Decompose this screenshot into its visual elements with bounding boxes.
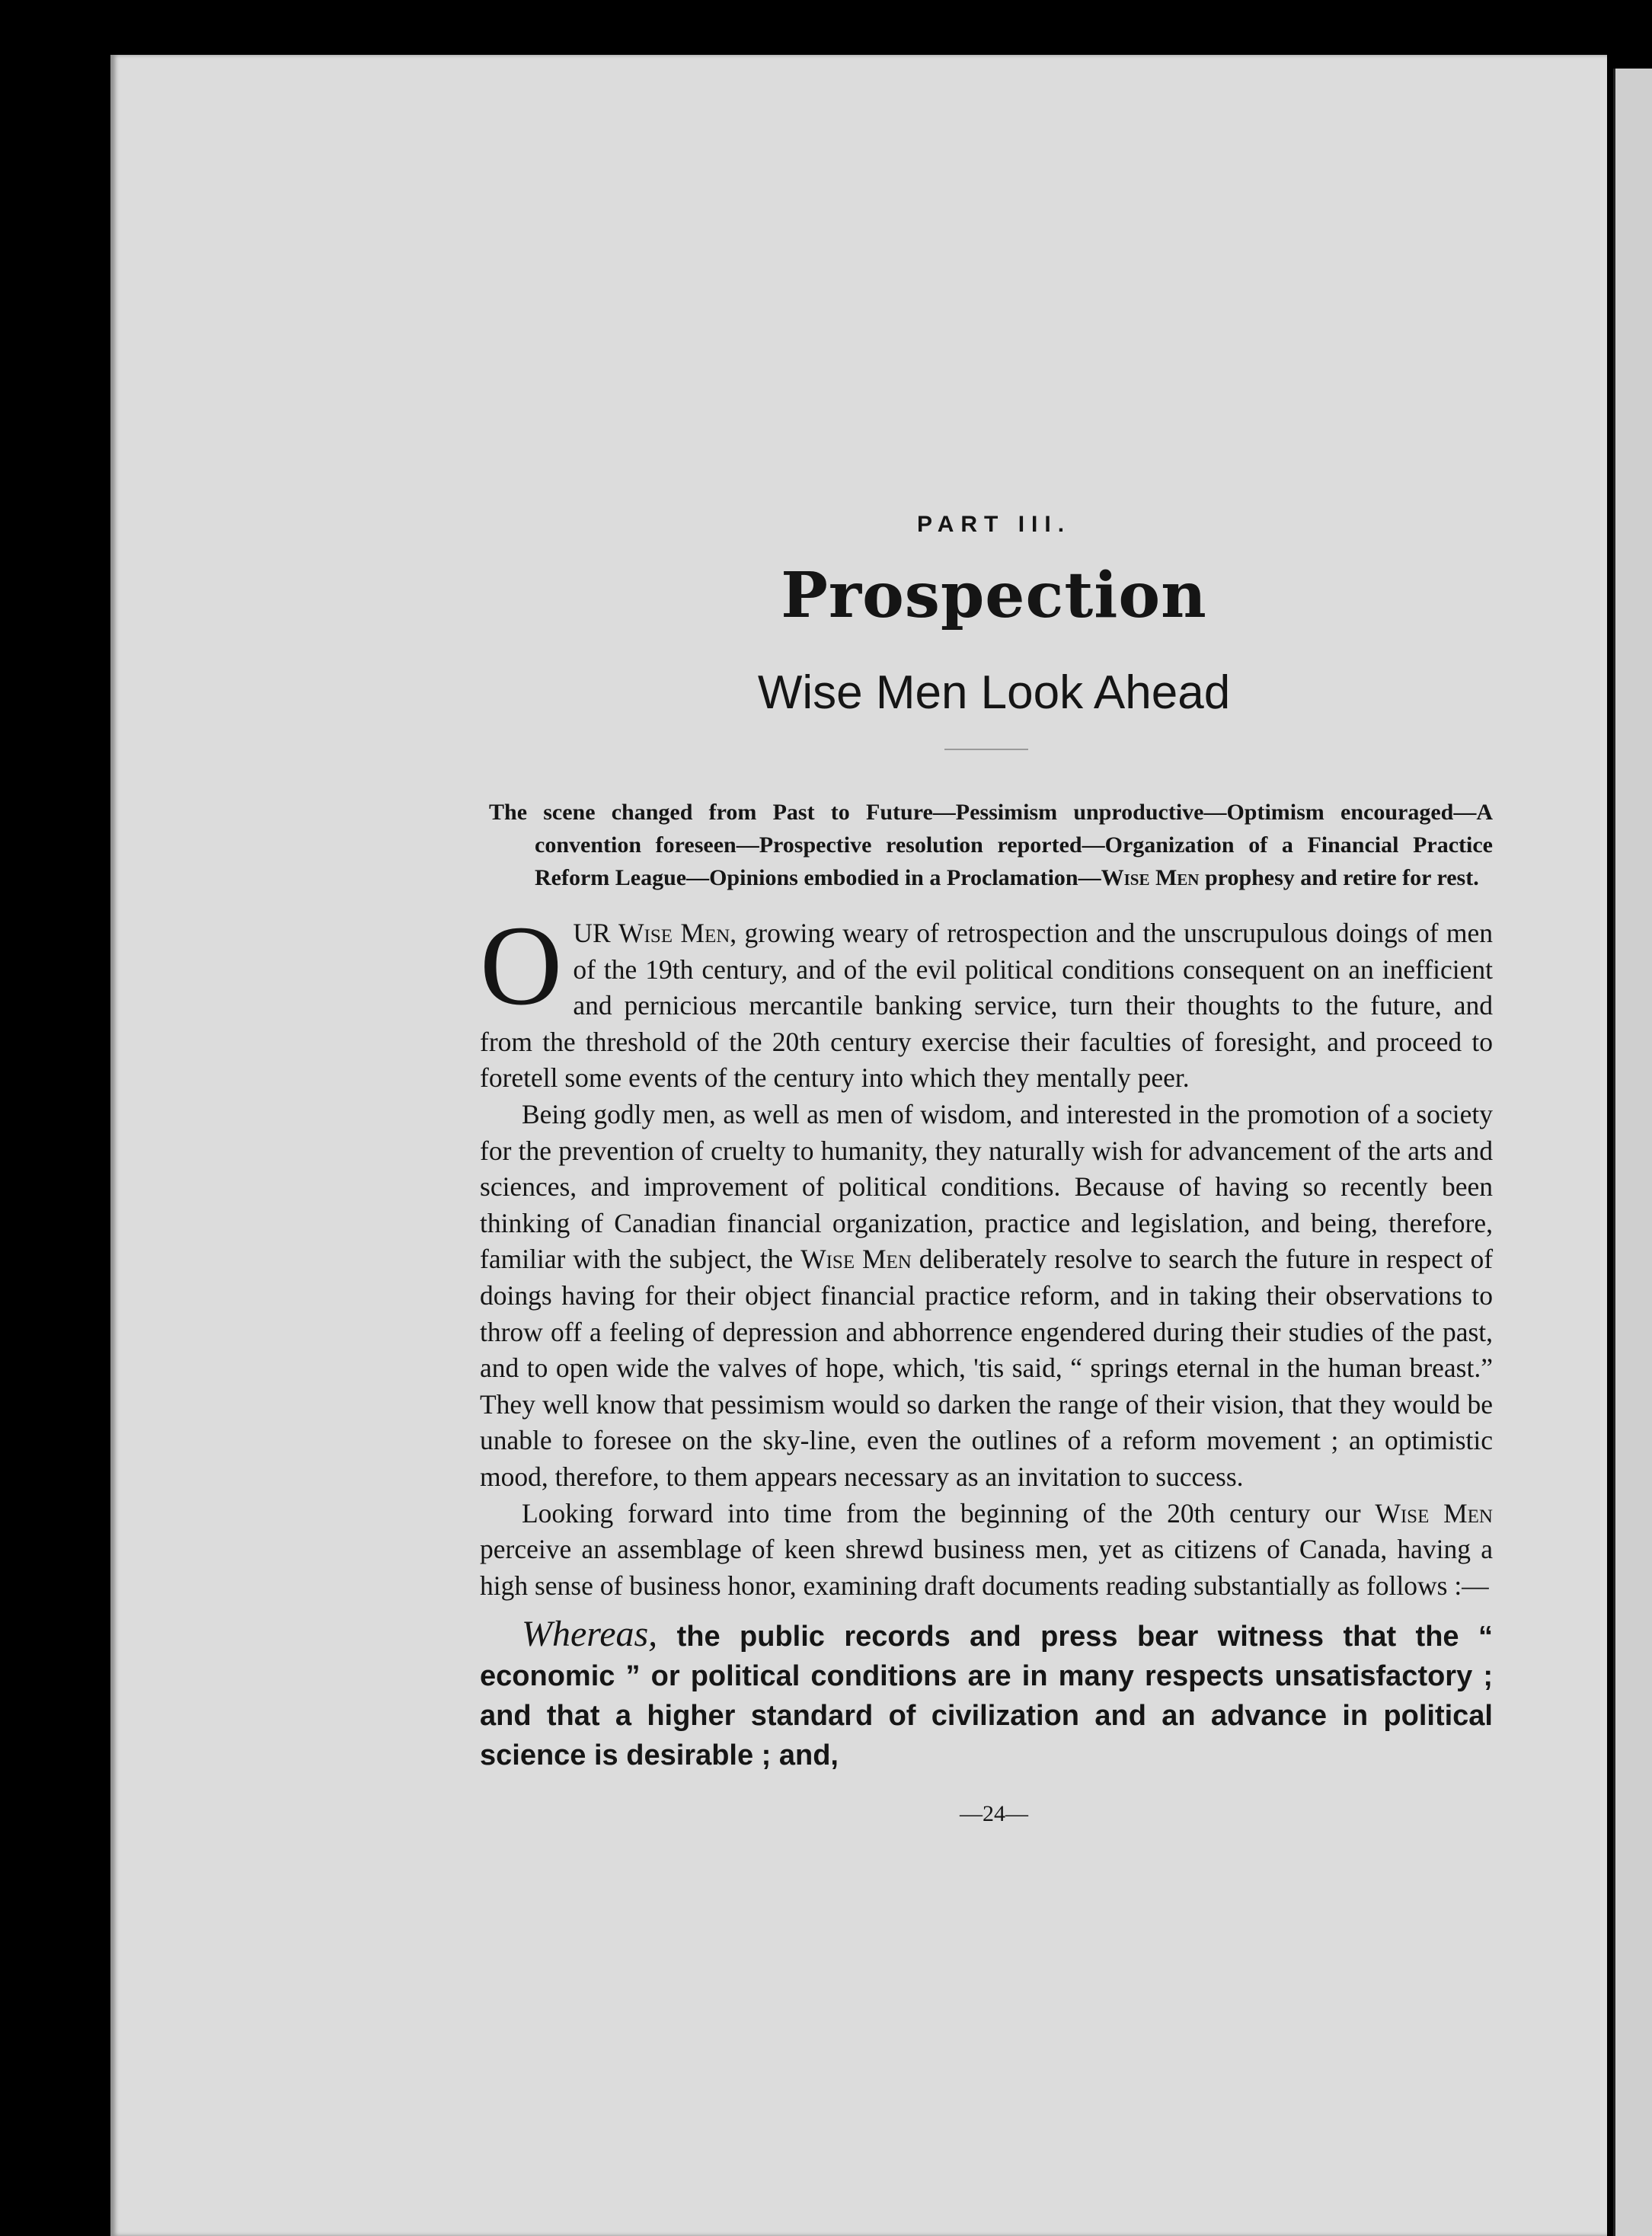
paragraph-3-text-a: Looking forward into time from the beginning of the 20th century our — [522, 1497, 1376, 1528]
synopsis-lead: The scene changed from Past to Future—Pessimism unproductive—Optimism encouraged—A convention foreseen—Prospective resolution reported—Organization of a Financial Practice Reform League—Opinions embodied in a Proclamation— — [489, 800, 1493, 890]
paragraph-1 — [480, 902, 1493, 1097]
chapter-synopsis — [480, 796, 1493, 894]
paragraph-1-text: , growing weary of retrospection and the unscrupulous doings of men of the 19th century, and of the evil political conditions consequent on an inefficient and pernicious mercantile banking service, turn their thoughts to the future, and from the threshold of the 20th century exercise their faculties of foresight, and proceed to foretell some events of the century into which they mentally peer. — [480, 918, 1493, 1094]
synopsis-text — [489, 796, 1493, 894]
divider-rule — [944, 749, 1028, 750]
paragraph-3 — [480, 1496, 1493, 1605]
page-number: —24— — [960, 1801, 1028, 1827]
chapter-subtitle: Wise Men Look Ahead — [757, 666, 1231, 719]
synopsis-wise-men: Wise Men — [1101, 865, 1200, 890]
synopsis-tail: prophesy and retire for rest. — [1199, 865, 1479, 890]
paragraph-3-wise-men: Wise Men — [1375, 1497, 1493, 1528]
drop-cap: O — [480, 902, 563, 1029]
book-page — [110, 55, 1607, 2236]
whereas-clause — [480, 1615, 1493, 1775]
page-content — [480, 512, 1493, 1827]
whereas-lead: Whereas, — [522, 1614, 658, 1655]
paragraph-2-wise-men: Wise Men — [800, 1244, 912, 1275]
paragraph-1-first-word: UR — [573, 918, 611, 948]
paragraph-2-text-b: deliberately resolve to search the future in respect of doings having for their object financial practice reform, and in taking their observations to throw off a feeling of depression and abhorrence engendered during their studies of the past, and to open wide the valves of hope, which, 'tis said, “ springs eternal in the human breast.” They well know that pessimism would so darken the range of their vision, that they would be unable to foresee on the sky-line, even the outlines of a reform movement ; an optimistic mood, therefore, to them appears necessary as an invitation to success. — [480, 1244, 1494, 1492]
paragraph-3-text-b: perceive an assemblage of keen shrewd business men, yet as citizens of Canada, having a high sense of business honor, examining draft documents reading substantially as follows :— — [480, 1534, 1493, 1601]
facing-page-edge — [1613, 69, 1652, 2236]
part-label: PART III. — [916, 512, 1072, 537]
paragraph-2 — [480, 1097, 1493, 1496]
chapter-title: Prospection — [781, 559, 1207, 632]
paragraph-2-text-a: Being godly men, as well as men of wisdom, and interested in the promotion of a society for the prevention of cruelty to humanity, they naturally wish for advancement of the arts and sciences, and improvement of political conditions. Because of having so recently been thinking of Canadian financial organization, practice and legislation, and being, therefore, familiar with the subject, the — [480, 1098, 1493, 1275]
whereas-text: the public records and press bear witness that the “ economic ” or political conditions are in many respects unsatisfactory ; and that a higher standard of civilization and an advance in political science is desirable ; and, — [480, 1621, 1493, 1772]
paragraph-1-wise-men: Wise Men — [618, 918, 730, 948]
